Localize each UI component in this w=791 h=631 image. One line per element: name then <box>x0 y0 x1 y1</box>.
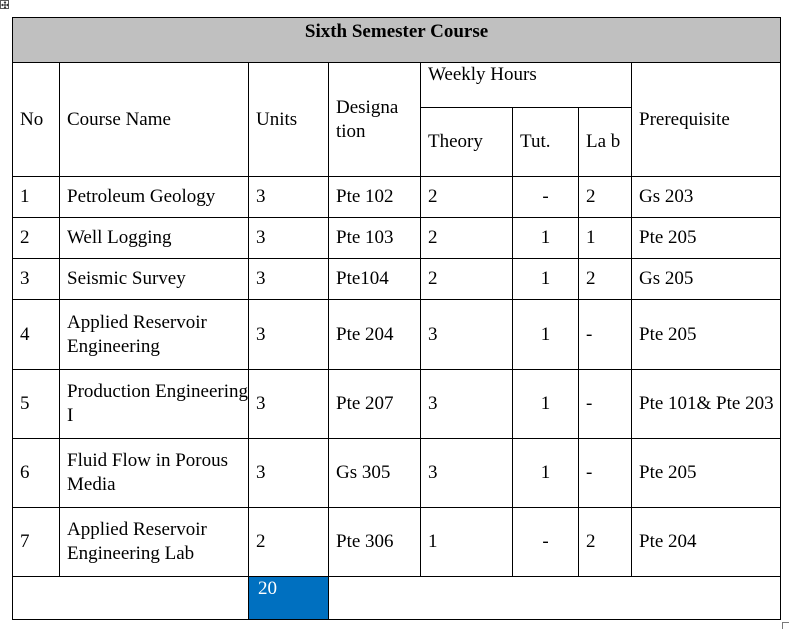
cell-units: 3 <box>249 300 329 370</box>
cell-lab: - <box>579 300 632 370</box>
cell-units: 3 <box>249 218 329 259</box>
cell-designation: Gs 305 <box>329 439 421 508</box>
table-title: Sixth Semester Course <box>13 18 781 63</box>
cell-theory: 3 <box>421 300 513 370</box>
header-course-name: Course Name <box>60 63 249 177</box>
cell-course-name: Applied Reservoir Engineering <box>60 300 249 370</box>
header-tut: Tut. <box>513 108 579 177</box>
cell-course-name: Applied Reservoir Engineering Lab <box>60 508 249 577</box>
cell-theory: 2 <box>421 177 513 218</box>
cell-tut: 1 <box>513 439 579 508</box>
cell-course-name: Production Engineering I <box>60 370 249 439</box>
table-row <box>13 300 781 370</box>
cell-prerequisite: Pte 205 <box>632 300 781 370</box>
cell-lab: 1 <box>579 218 632 259</box>
cell-prerequisite: Gs 203 <box>632 177 781 218</box>
table-row <box>13 259 781 300</box>
cell-no: 3 <box>13 259 60 300</box>
cell-tut: 1 <box>513 370 579 439</box>
table-resize-icon[interactable] <box>782 622 789 629</box>
header-prerequisite: Prerequisite <box>632 63 781 177</box>
cell-theory: 2 <box>421 218 513 259</box>
cell-designation: Pte104 <box>329 259 421 300</box>
cell-lab: - <box>579 370 632 439</box>
cell-prerequisite: Pte 204 <box>632 508 781 577</box>
cell-designation: Pte 103 <box>329 218 421 259</box>
cell-lab: 2 <box>579 177 632 218</box>
cell-tut: 1 <box>513 259 579 300</box>
cell-units: 3 <box>249 177 329 218</box>
table-row <box>13 177 781 218</box>
cell-units: 3 <box>249 439 329 508</box>
cell-course-name: Petroleum Geology <box>60 177 249 218</box>
cell-designation: Pte 102 <box>329 177 421 218</box>
header-weekly-hours: Weekly Hours <box>421 63 632 108</box>
cell-tut: 1 <box>513 218 579 259</box>
header-designation: Designa tion <box>329 63 421 177</box>
cell-designation: Pte 204 <box>329 300 421 370</box>
cell-course-name: Well Logging <box>60 218 249 259</box>
cell-units: 2 <box>249 508 329 577</box>
table-row <box>13 508 781 577</box>
cell-lab: 2 <box>579 259 632 300</box>
cell-no: 2 <box>13 218 60 259</box>
cell-prerequisite: Pte 101& Pte 203 <box>632 370 781 439</box>
header-lab: La b <box>579 108 632 177</box>
total-label-cell <box>13 577 249 620</box>
table-row <box>13 370 781 439</box>
header-theory: Theory <box>421 108 513 177</box>
cell-theory: 3 <box>421 439 513 508</box>
total-empty-cell <box>329 577 781 620</box>
cell-tut: - <box>513 508 579 577</box>
cell-tut: - <box>513 177 579 218</box>
cell-no: 6 <box>13 439 60 508</box>
cell-course-name: Seismic Survey <box>60 259 249 300</box>
cell-prerequisite: Gs 205 <box>632 259 781 300</box>
table-row <box>13 218 781 259</box>
cell-tut: 1 <box>513 300 579 370</box>
cell-lab: 2 <box>579 508 632 577</box>
cell-lab: - <box>579 439 632 508</box>
header-units: Units <box>249 63 329 177</box>
cell-theory: 3 <box>421 370 513 439</box>
cell-theory: 2 <box>421 259 513 300</box>
cell-designation: Pte 207 <box>329 370 421 439</box>
course-table <box>12 17 781 620</box>
total-row <box>13 577 781 620</box>
cell-units: 3 <box>249 370 329 439</box>
table-move-icon[interactable] <box>0 0 9 9</box>
cell-no: 7 <box>13 508 60 577</box>
cell-theory: 1 <box>421 508 513 577</box>
cell-prerequisite: Pte 205 <box>632 439 781 508</box>
header-no: No <box>13 63 60 177</box>
total-units[interactable]: 20 <box>249 577 329 620</box>
cell-no: 4 <box>13 300 60 370</box>
cell-no: 1 <box>13 177 60 218</box>
cell-designation: Pte 306 <box>329 508 421 577</box>
cell-course-name: Fluid Flow in Porous Media <box>60 439 249 508</box>
cell-prerequisite: Pte 205 <box>632 218 781 259</box>
cell-no: 5 <box>13 370 60 439</box>
table-row <box>13 439 781 508</box>
cell-units: 3 <box>249 259 329 300</box>
